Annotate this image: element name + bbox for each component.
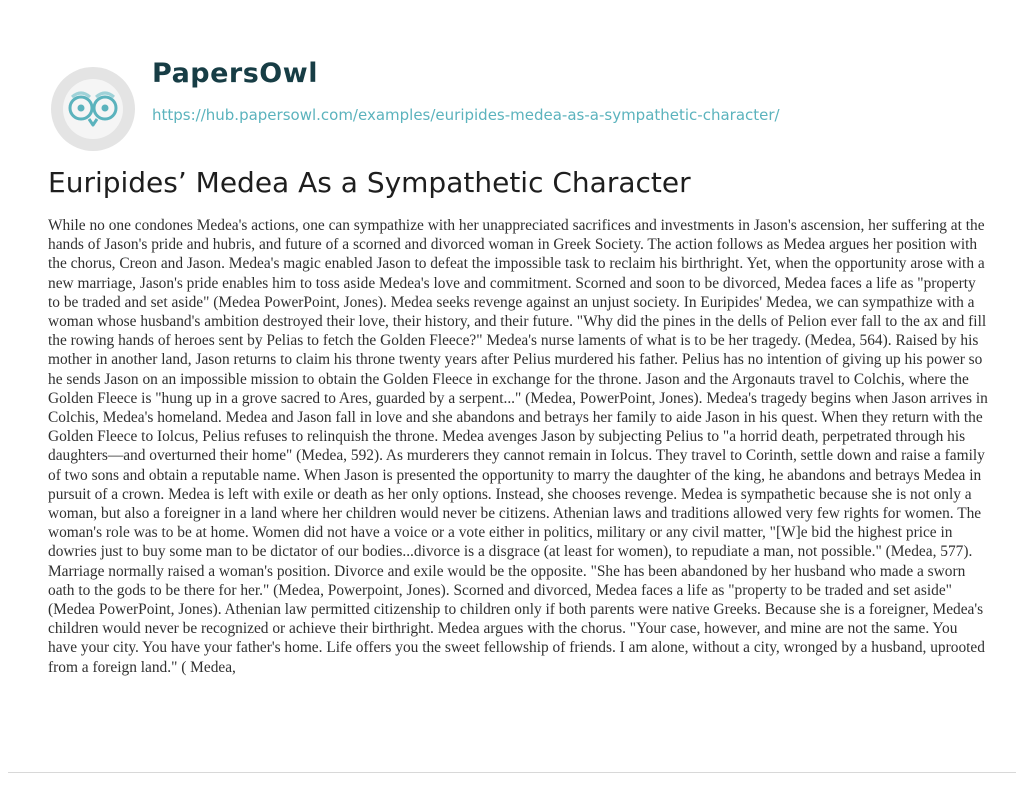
site-header (48, 56, 1008, 136)
bottom-divider (8, 772, 1016, 773)
essay-body: While no one condones Medea's actions, one can sympathize with her unappreciated sacrifices and investments in Jason's ascension, her suffering at the hands of Jason's pride and hubris, and future of a scorned and divorced woman in Greek Society. The action follows as Medea argues her position with the chorus, Creon and Jason. Medea's magic enabled Jason to defeat the impossible task to reclaim his birthright. Yet, when the opportunity arose with a new marriage, Jason's pride enables him to toss aside Medea's love and commitment. Scorned and soon to be divorced, Medea faces a life as "property to be traded and set aside" (Medea PowerPoint, Jones). Medea seeks revenge against an unjust society. In Euripides' Medea, we can sympathize with a woman whose husband's ambition destroyed their love, their history, and their future. "Why did the pines in the dells of Pelion ever fall to the ax and fill the rowing hands of heroes sent by Pelias to fetch the Golden Fleece?" Medea's nurse laments of what is to be her tragedy. (Medea, 564). Raised by his mother in another land, Jason returns to claim his throne twenty years after Pelius murdered his father. Pelius has no intention of giving up his power so he sends Jason on an impossible mission to obtain the Golden Fleece in exchange for the throne. Jason and the Argonauts travel to Colchis, where the Golden Fleece is "hung up in a grove sacred to Ares, guarded by a serpent..." (Medea, PowerPoint, Jones). Medea's tragedy begins when Jason arrives in Colchis, Medea's homeland. Medea and Jason fall in love and she abandons and betrays her family to aide Jason in his quest. When they return with the Golden Fleece to Iolcus, Pelius refuses to relinquish the throne. Medea avenges Jason by subjecting Pelius to "a horrid death, perpetrated through his daughters—and overturned their home" (Medea, 592). As murderers they cannot remain in Iolcus. They travel to Corinth, settle down and raise a family of two sons and obtain a reputable name. When Jason is presented the opportunity to marry the daughter of the king, he abandons and betrays Medea in pursuit of a crown. Medea is left with exile or death as her only options. Instead, she chooses revenge. Medea is sympathetic because she is not only a woman, but also a foreigner in a land where her children would never be citizens. Athenian laws and traditions allowed very few rights for women. The woman's role was to be at home. Women did not have a voice or a vote either in politics, military or any civil matter, "[W]e bid the highest price in dowries just to buy some man to be dictator of our bodies...divorce is a disgrace (at least for women), to repudiate a man, not possible." (Medea, 577). Marriage normally raised a woman's position. Divorce and exile would be the opposite. "She has been abandoned by her husband who made a sworn oath to the gods to be there for her." (Medea, Powerpoint, Jones). Scorned and divorced, Medea faces a life as "property to be traded and set aside" (Medea PowerPoint, Jones). Athenian law permitted citizenship to children only if both parents were native Greeks. Because she is a foreigner, Medea's children would never be recognized or achieve their birthright. Medea argues with the chorus. "Your case, however, and mine are not the same. You have your city. You have your father's home. Life offers you the sweet fellowship of friends. I am alone, without a city, wronged by a husband, uprooted from a foreign land." ( Medea, (48, 217, 988, 676)
owl-logo-icon[interactable] (48, 64, 138, 154)
essay-title: Euripides’ Medea As a Sympathetic Character (48, 166, 691, 199)
source-url-link[interactable]: https://hub.papersowl.com/examples/euripides-medea-as-a-sympathetic-character/ (152, 106, 780, 124)
brand-name: PapersOwl (152, 58, 318, 89)
